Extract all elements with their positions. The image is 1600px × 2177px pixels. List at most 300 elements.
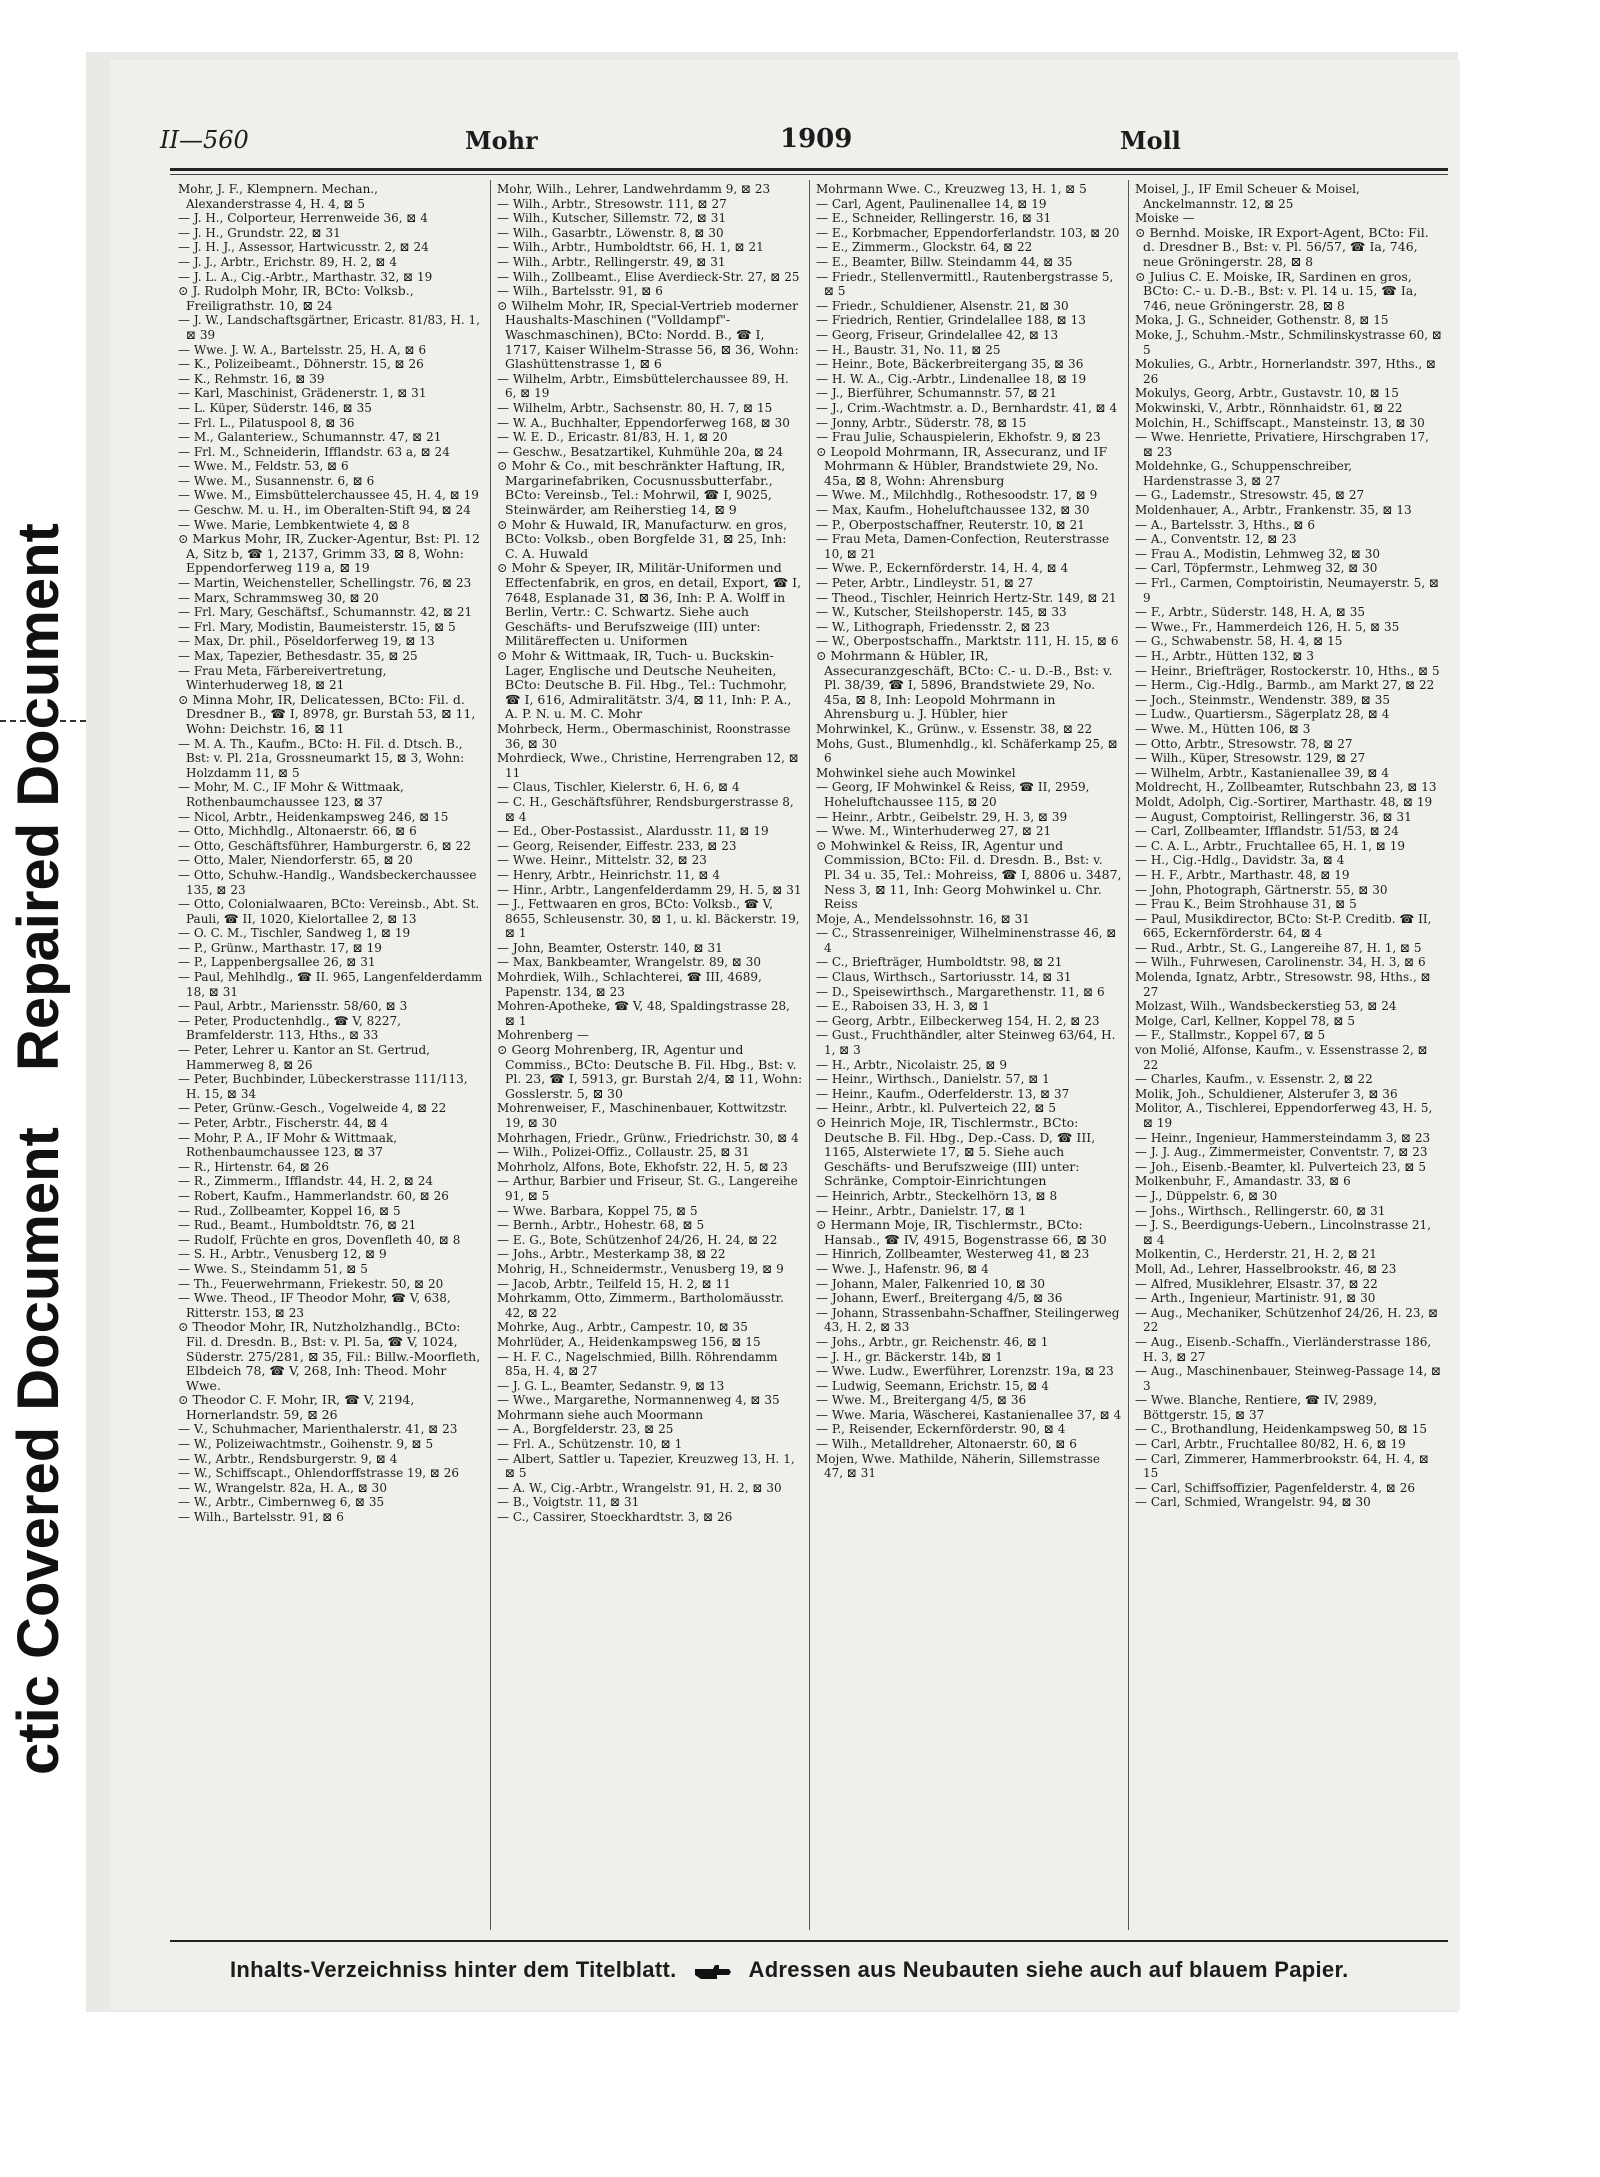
entry-text: Mohr, Wilh., Lehrer, Landwehrdamm 9, ⊠ 23 <box>497 182 771 196</box>
entry-text: Mohrenweiser, F., Maschinenbauer, Kottwitzstr. 19, ⊠ 30 <box>497 1101 788 1130</box>
firm-entry <box>497 299 803 372</box>
entry-text: — Wwe. Marie, Lembkentwiete 4, ⊠ 8 <box>178 517 410 532</box>
directory-entry <box>816 634 1122 649</box>
pointing-hand-icon <box>693 1961 733 1979</box>
directory-entry <box>1135 1495 1442 1510</box>
directory-entry <box>497 1379 803 1394</box>
entry-text: — W., Kutscher, Steilshoperstr. 145, ⊠ 33 <box>816 605 1067 620</box>
directory-entry <box>816 722 1122 737</box>
directory-entry <box>497 416 803 431</box>
entry-text: — Carl, Töpfermstr., Lehmweg 32, ⊠ 30 <box>1135 561 1378 576</box>
directory-entry <box>1135 810 1442 825</box>
directory-entry <box>497 839 803 854</box>
directory-entry <box>178 1204 484 1219</box>
directory-entry <box>178 372 484 387</box>
firm-entry <box>816 445 1122 489</box>
entry-text: — Wwe. M., Winterhuderweg 27, ⊠ 21 <box>816 824 1052 839</box>
directory-entry <box>1135 1028 1442 1043</box>
entry-text: — J., Fettwaaren en gros, BCto: Volksb., ☎ V, 8655, Schleusenstr. 30, ⊠ 1, u. kl. Bäckerstr. 19, ⊠ 1 <box>497 897 800 941</box>
directory-entry <box>178 518 484 533</box>
entry-text: — Wilh., Küper, Stresowstr. 129, ⊠ 27 <box>1135 751 1366 766</box>
entry-text: — A., Borgfelderstr. 23, ⊠ 25 <box>497 1422 674 1437</box>
directory-entry <box>816 1437 1122 1452</box>
directory-entry <box>178 649 484 664</box>
directory-entry <box>178 1247 484 1262</box>
entry-text: Mohrhagen, Friedr., Grünw., Friedrichstr. 30, ⊠ 4 <box>497 1130 799 1145</box>
entry-text: — Rud., Arbtr., St. G., Langereihe 87, H. 1, ⊠ 5 <box>1135 940 1422 955</box>
directory-entry <box>816 737 1122 766</box>
entry-text: — W., Arbtr., Rendsburgerstr. 9, ⊠ 4 <box>178 1451 398 1466</box>
entry-text: — C., Cassirer, Stoeckhardtstr. 3, ⊠ 26 <box>497 1510 733 1525</box>
directory-entry <box>497 941 803 956</box>
directory-entry <box>816 955 1122 970</box>
directory-entry <box>816 270 1122 299</box>
directory-entry <box>178 839 484 854</box>
directory-entry <box>178 226 484 241</box>
entry-text: — J., Bierführer, Schumannstr. 57, ⊠ 21 <box>816 386 1057 401</box>
directory-entry <box>497 1218 803 1233</box>
entry-text: Molzast, Wilh., Wandsbeckerstieg 53, ⊠ 24 <box>1135 999 1397 1014</box>
entry-text: — Wwe., Margarethe, Normannenweg 4, ⊠ 35 <box>497 1393 780 1408</box>
bottom-margin <box>0 2020 1600 2177</box>
entry-text: Mohrig, H., Schneidermstr., Venusberg 19, ⊠ 9 <box>497 1261 784 1276</box>
directory-entry <box>497 795 803 824</box>
directory-entry <box>1135 897 1442 912</box>
directory-entry <box>178 1452 484 1467</box>
entry-text: — Wwe. M., Eimsbüttelerchaussee 45, H. 4, ⊠ 19 <box>178 488 479 503</box>
firm-entry <box>178 1393 484 1422</box>
directory-entry <box>1135 999 1442 1014</box>
directory-entry <box>816 1028 1122 1057</box>
directory-entry <box>497 270 803 285</box>
entry-text: Moje, A., Mendelssohnstr. 16, ⊠ 31 <box>816 911 1030 926</box>
entry-text: ⊙ Mohr & Speyer, IR, Militär-Uniformen und Effectenfabrik, en gros, en detail, Export, ☎ I, 7648, Esplanade 31, ⊠ 36, Inh: P. A. Wolff in Berlin, Vertr.: C. Schwartz. Siehe auch Geschäfts- und Berufszweige (III) unter: Militäreffecten u. Uniformen <box>497 560 802 649</box>
entry-text: — H., Arbtr., Nicolaistr. 25, ⊠ 9 <box>816 1057 1008 1072</box>
entry-text: — Otto, Michhdlg., Altonaerstr. 66, ⊠ 6 <box>178 824 417 839</box>
entry-text: — Carl, Schmied, Wrangelstr. 94, ⊠ 30 <box>1135 1495 1371 1510</box>
entry-text: — Peter, Productenhdlg., ☎ V, 8227, Bramfelderstr. 113, Hths., ⊠ 33 <box>178 1013 401 1043</box>
entry-text: ⊙ Georg Mohrenberg, IR, Agentur und Commiss., BCto: Deutsche B. Fil. Hbg., Bst: v. Pl. 23, ☎ I, 5913, gr. Burstah 2/4, ⊠ 11, Wohn: Gosslerstr. 5, ⊠ 30 <box>497 1042 803 1101</box>
directory-entry <box>497 1452 803 1481</box>
directory-entry <box>816 372 1122 387</box>
directory-entry <box>816 1277 1122 1292</box>
entry-text: — J. G. L., Beamter, Sedanstr. 9, ⊠ 13 <box>497 1378 725 1393</box>
entry-text: ⊙ Wilhelm Mohr, IR, Special-Vertrieb moderner Haushalts-Maschinen ("Volldampf"-Waschmaschinen), BCto: Nordd. B., ☎ I, 1717, Kaiser Wilhelm-Strasse 56, ⊠ 36, Wohn: Glashüttenstrasse 1, ⊠ 6 <box>497 297 799 372</box>
entry-text: — Nicol, Arbtr., Heidenkampsweg 246, ⊠ 15 <box>178 809 449 824</box>
entry-text: — Johs., Arbtr., gr. Reichenstr. 46, ⊠ 1 <box>816 1334 1049 1349</box>
directory-entry <box>178 1422 484 1437</box>
entry-text: — Wilh., Kutscher, Sillemstr. 72, ⊠ 31 <box>497 211 727 226</box>
directory-entry <box>1135 1335 1442 1364</box>
entry-text: — Wilh., Polizei-Offiz., Collaustr. 25, ⊠ 31 <box>497 1145 750 1160</box>
firm-entry <box>178 532 484 576</box>
column-3 <box>810 180 1129 1930</box>
entry-text: — Frau Meta, Damen-Confection, Reuterstrasse 10, ⊠ 21 <box>816 532 1110 561</box>
directory-entry <box>816 532 1122 561</box>
entry-text: — Heinr., Bote, Bäckerbreitergang 35, ⊠ 36 <box>816 357 1084 372</box>
entry-text: — G., Lademstr., Stresowstr. 45, ⊠ 27 <box>1135 488 1365 503</box>
entry-text: Mokulys, Georg, Arbtr., Gustavstr. 10, ⊠ 15 <box>1135 386 1399 401</box>
directory-entry <box>1135 1043 1442 1072</box>
directory-entry <box>1135 1393 1442 1422</box>
directory-entry <box>497 1174 803 1203</box>
directory-entry <box>816 299 1122 314</box>
entry-text: — Hinrich, Zollbeamter, Westerweg 41, ⊠ 23 <box>816 1247 1090 1262</box>
directory-entry <box>178 1072 484 1101</box>
entry-text: — Heinr., Arbtr., Geibelstr. 29, H. 3, ⊠ 39 <box>816 809 1068 824</box>
entry-text: — Carl, Arbtr., Fruchtallee 80/82, H. 6, ⊠ 19 <box>1135 1437 1406 1452</box>
entry-text: — C. A. L., Arbtr., Fruchtallee 65, H. 1, ⊠ 19 <box>1135 838 1405 853</box>
entry-text: — A. W., Cig.-Arbtr., Wrangelstr. 91, H. 2, ⊠ 30 <box>497 1480 782 1495</box>
directory-entry <box>497 824 803 839</box>
directory-entry <box>1135 503 1442 518</box>
directory-entry <box>178 1014 484 1043</box>
directory-entry <box>816 357 1122 372</box>
entry-text: — Wwe. Henriette, Privatiere, Hirschgraben 17, ⊠ 23 <box>1135 430 1429 459</box>
directory-entry <box>816 985 1122 1000</box>
entry-text: — R., Hirtenstr. 64, ⊠ 26 <box>178 1159 330 1174</box>
entry-text: — Arth., Ingenieur, Martinistr. 91, ⊠ 30 <box>1135 1291 1376 1306</box>
directory-entry <box>816 488 1122 503</box>
directory-entry <box>1135 1452 1442 1481</box>
firm-entry <box>178 1320 484 1393</box>
entry-text: ⊙ Mohrmann & Hübler, IR, Assecuranzgeschäft, BCto: C.- u. D.-B., Bst: v. Pl. 38/39, ☎ I, 5896, Brandstwiete 29, No. 45a, ⊠ 8, Inh: Leopold Mohrmann in Ahrensburg u. J. Hübler, hier <box>816 648 1113 722</box>
column-1 <box>172 180 491 1930</box>
directory-entry <box>497 197 803 212</box>
entry-text: — Friedrich, Rentier, Grindelallee 188, ⊠ 13 <box>816 313 1086 328</box>
entry-text: — Geschw., Besatzartikel, Kuhmühle 20a, ⊠ 24 <box>497 444 784 459</box>
firm-entry <box>816 839 1122 912</box>
entry-text: — Frl., Carmen, Comptoiristin, Neumayerstr. 5, ⊠ 9 <box>1135 576 1439 605</box>
entry-text: — Otto, Maler, Niendorferstr. 65, ⊠ 20 <box>178 853 413 868</box>
directory-entry <box>178 1277 484 1292</box>
directory-entry <box>816 182 1122 197</box>
directory-entry <box>1135 707 1442 722</box>
directory-entry <box>178 1262 484 1277</box>
running-head <box>160 120 1450 160</box>
directory-entry <box>1135 1291 1442 1306</box>
entry-text: — Claus, Wirthsch., Sartoriusstr. 14, ⊠ 31 <box>816 970 1072 985</box>
entry-text: — Peter, Grünw.-Gesch., Vogelweide 4, ⊠ 22 <box>178 1101 447 1116</box>
entry-text: Moldenhauer, A., Arbtr., Frankenstr. 35, ⊠ 13 <box>1135 503 1412 518</box>
entry-text: — Frau A., Modistin, Lehmweg 32, ⊠ 30 <box>1135 546 1380 561</box>
directory-entry <box>816 1247 1122 1262</box>
directory-entry <box>816 1393 1122 1408</box>
entry-text: ⊙ Mohr & Huwald, IR, Manufacturw. en gros, BCto: Volksb., oben Borgfelde 31, ⊠ 25, Inh: C. A. Huwald <box>497 516 788 561</box>
entry-text: — Johs., Wirthsch., Rellingerstr. 60, ⊠ 31 <box>1135 1203 1386 1218</box>
directory-entry <box>497 1437 803 1452</box>
entry-text: Molchin, H., Schiffscapt., Mansteinstr. 13, ⊠ 30 <box>1135 415 1425 430</box>
directory-entry <box>1135 1247 1442 1262</box>
directory-entry <box>816 401 1122 416</box>
entry-text: Molge, Carl, Kellner, Koppel 78, ⊠ 5 <box>1135 1013 1355 1028</box>
directory-entry <box>1135 883 1442 898</box>
entry-text: — Heinr., Arbtr., Danielstr. 17, ⊠ 1 <box>816 1203 1027 1218</box>
entry-text: ⊙ Minna Mohr, IR, Delicatessen, BCto: Fil. d. Dresdner B., ☎ I, 8978, gr. Burstah 53, ⊠ 11, Wohn: Deichstr. 16, ⊠ 11 <box>178 691 476 736</box>
entry-text: ⊙ Mohr & Wittmaak, IR, Tuch- u. Buckskin-Lager, Englische und Deutsche Neuheiten, BCto: Deutsche B. Fil. Hbg., Tel.: Tuchmohr, ☎ I, 616, Admiralitätstr. 3/4, ⊠ 11, Inh: P. A., A. P. N. u. M. C. Mohr <box>497 648 792 722</box>
directory-entry <box>178 430 484 445</box>
directory-entry <box>1135 722 1442 737</box>
directory-entry <box>497 1291 803 1320</box>
entry-text: — Georg, Arbtr., Eilbeckerweg 154, H. 2, ⊠ 23 <box>816 1013 1100 1028</box>
directory-entry <box>178 1043 484 1072</box>
directory-entry <box>816 1291 1122 1306</box>
directory-entry <box>816 430 1122 445</box>
entry-text: ⊙ Bernhd. Moiske, IR Export-Agent, BCto: Fil. d. Dresdner B., Bst: v. Pl. 56/57, ☎ Ia, 746, neue Gröningerstr. 28, ⊠ 8 <box>1135 224 1429 269</box>
side-banner-repaired: Repaired Document <box>6 523 71 1072</box>
entry-text: Molkenbuhr, F., Amandastr. 33, ⊠ 6 <box>1135 1174 1351 1189</box>
directory-entry <box>497 853 803 868</box>
directory-entry <box>1135 416 1442 431</box>
directory-entry <box>1135 386 1442 401</box>
entry-text: Molitor, A., Tischlerei, Eppendorferweg 43, H. 5, ⊠ 19 <box>1135 1101 1433 1130</box>
entry-text: — Theod., Tischler, Heinrich Hertz-Str. 149, ⊠ 21 <box>816 590 1117 605</box>
entry-text: — H., Arbtr., Hütten 132, ⊠ 3 <box>1135 649 1315 663</box>
entry-text: — Paul, Arbtr., Mariensstr. 58/60, ⊠ 3 <box>178 999 408 1014</box>
directory-entry <box>497 1320 803 1335</box>
directory-entry <box>1135 693 1442 708</box>
directory-entry <box>816 1189 1122 1204</box>
directory-entry <box>1135 751 1442 766</box>
directory-entry <box>178 1510 484 1525</box>
directory-entry <box>1135 649 1442 664</box>
directory-entry <box>178 1481 484 1496</box>
firm-entry <box>497 459 803 517</box>
directory-entry <box>816 1262 1122 1277</box>
entry-text: — Carl, Agent, Paulinenallee 14, ⊠ 19 <box>816 196 1047 211</box>
entry-text: — P., Grünw., Marthastr. 17, ⊠ 19 <box>178 940 382 955</box>
directory-entry <box>178 1291 484 1320</box>
firm-entry <box>497 561 803 649</box>
directory-entry <box>1135 1262 1442 1277</box>
entry-text: — Alfred, Musiklehrer, Elsastr. 37, ⊠ 22 <box>1135 1276 1378 1291</box>
directory-entry <box>178 591 484 606</box>
entry-text: — Jonny, Arbtr., Süderstr. 78, ⊠ 15 <box>816 415 1027 430</box>
directory-entry <box>1135 518 1442 533</box>
entry-text: — Johann, Maler, Falkenried 10, ⊠ 30 <box>816 1276 1046 1291</box>
entry-text: — Wilh., Arbtr., Humboldtstr. 66, H. 1, ⊠ 21 <box>497 240 764 255</box>
directory-entry <box>497 211 803 226</box>
directory-entry <box>816 766 1122 781</box>
directory-entry <box>1135 1364 1442 1393</box>
directory-entry <box>816 197 1122 212</box>
directory-entry <box>497 255 803 270</box>
directory-entry <box>816 211 1122 226</box>
entry-text: — Peter, Buchbinder, Lübeckerstrasse 111/113, H. 15, ⊠ 34 <box>178 1072 468 1101</box>
entry-text: — Frau Meta, Färbereivertretung, Winterhuderweg 18, ⊠ 21 <box>178 663 387 693</box>
entry-text: — Wwe. J., Hafenstr. 96, ⊠ 4 <box>816 1261 989 1276</box>
directory-entry <box>816 561 1122 576</box>
entry-text: — Georg, IF Mohwinkel & Reiss, ☎ II, 2959, Hoheluftchaussee 115, ⊠ 20 <box>816 780 1090 809</box>
directory-entry <box>497 1160 803 1175</box>
entry-text: — K., Rehmstr. 16, ⊠ 39 <box>178 371 325 386</box>
directory-entry <box>178 1437 484 1452</box>
entry-text: Moka, J. G., Schneider, Gothenstr. 8, ⊠ 15 <box>1135 313 1389 328</box>
entry-text: — B., Voigtstr. 11, ⊠ 31 <box>497 1495 640 1510</box>
footer-index-note: Inhalts-Verzeichniss hinter dem Titelblatt. <box>230 1957 677 1982</box>
directory-entry <box>497 868 803 883</box>
directory-entry <box>178 853 484 868</box>
entry-text: — Wwe. M., Hütten 106, ⊠ 3 <box>1135 721 1311 736</box>
header-rule <box>170 168 1448 171</box>
entry-text: — Heinr., Ingenieur, Hammersteindamm 3, ⊠ 23 <box>1135 1130 1431 1145</box>
directory-entry <box>816 240 1122 255</box>
directory-entry <box>497 1204 803 1219</box>
entry-text: — Mohr, P. A., IF Mohr & Wittmaak, Rothenbaumchaussee 123, ⊠ 37 <box>178 1130 398 1160</box>
entry-text: Mohrwinkel, K., Grünw., v. Essenstr. 38, ⊠ 22 <box>816 721 1093 736</box>
entry-text: — Charles, Kaufm., v. Essenstr. 2, ⊠ 22 <box>1135 1072 1373 1087</box>
entry-text: — P., Reisender, Eckernförderstr. 90, ⊠ 4 <box>816 1422 1066 1437</box>
directory-entry <box>1135 664 1442 679</box>
entry-text: — H. W. A., Cig.-Arbtr., Lindenallee 18, ⊠ 19 <box>816 371 1087 386</box>
directory-entry <box>497 1495 803 1510</box>
entry-text: — Robert, Kaufm., Hammerlandstr. 60, ⊠ 26 <box>178 1188 449 1203</box>
entry-text: — Wwe. M., Milchhdlg., Rothesoodstr. 17, ⊠ 9 <box>816 488 1098 503</box>
entry-text: Molik, Joh., Schuldiener, Alsterufer 3, ⊠ 36 <box>1135 1086 1398 1101</box>
entry-text: — L. Küper, Süderstr. 146, ⊠ 35 <box>178 400 372 415</box>
entry-text: — Peter, Arbtr., Lindleystr. 51, ⊠ 27 <box>816 576 1034 591</box>
entry-text: Mohrmann siehe auch Moormann <box>497 1407 704 1422</box>
entry-text: — Claus, Tischler, Kielerstr. 6, H. 6, ⊠ 4 <box>497 780 740 795</box>
entry-text: Mojen, Wwe. Mathilde, Näherin, Sillemstrasse 47, ⊠ 31 <box>816 1451 1101 1481</box>
entry-text: Mohrdieck, Wwe., Christine, Herrengraben 12, ⊠ 11 <box>497 751 799 780</box>
entry-text: — K., Polizeibeamt., Döhnerstr. 15, ⊠ 26 <box>178 357 424 372</box>
entry-text: — Rudolf, Früchte en gros, Dovenfleth 40, ⊠ 8 <box>178 1232 461 1247</box>
entry-text: — W. E. D., Ericastr. 81/83, H. 1, ⊠ 20 <box>497 430 728 445</box>
entry-text: ⊙ Theodor C. F. Mohr, IR, ☎ V, 2194, Hornerlandstr. 59, ⊠ 26 <box>178 1392 415 1422</box>
directory-entry <box>1135 678 1442 693</box>
entry-text: ⊙ Mohwinkel & Reiss, IR, Agentur und Commission, BCto: Fil. d. Dresdn. B., Bst: v. Pl. 34 u. 35, Tel.: Mohreiss, ☎ I, 8806 u. 3487, Ness 3, ⊠ 11, Inh: Georg Mohwinkel u. Chr. Reiss <box>816 837 1122 912</box>
entry-text: — Heinrich, Arbtr., Steckelhörn 13, ⊠ 8 <box>816 1188 1058 1203</box>
entry-text: — Wwe. J. W. A., Bartelsstr. 25, H. A, ⊠ 6 <box>178 342 427 357</box>
directory-entry <box>1135 313 1442 328</box>
directory-entry <box>1135 970 1442 999</box>
directory-entry <box>1135 941 1442 956</box>
directory-entry <box>178 620 484 635</box>
entry-text: — R., Zimmerm., Ifflandstr. 44, H. 2, ⊠ 24 <box>178 1174 433 1189</box>
directory-entry <box>816 1452 1122 1481</box>
entry-text: — Ed., Ober-Postassist., Alardusstr. 11, ⊠ 19 <box>497 824 769 839</box>
entry-text: Mohrbeck, Herm., Obermaschinist, Roonstrasse 36, ⊠ 30 <box>497 721 791 751</box>
directory-entry <box>816 255 1122 270</box>
entry-text: ⊙ Markus Mohr, IR, Zucker-Agentur, Bst: Pl. 12 A, Sitz b, ☎ 1, 2137, Grimm 33, ⊠ 8, Wohn: Eppendorferweg 119 a, ⊠ 19 <box>178 531 480 576</box>
firm-entry <box>1135 270 1442 314</box>
entry-text: — Friedr., Schuldiener, Alsenstr. 21, ⊠ 30 <box>816 298 1069 313</box>
directory-entry <box>1135 955 1442 970</box>
directory-entry <box>816 1306 1122 1335</box>
entry-text: Mokulies, G., Arbtr., Hornerlandstr. 397, Hths., ⊠ 26 <box>1135 357 1437 386</box>
directory-entry <box>178 824 484 839</box>
entry-text: — Peter, Lehrer u. Kantor an St. Gertrud, Hammerweg 8, ⊠ 26 <box>178 1043 430 1072</box>
directory-entry <box>178 416 484 431</box>
directory-entry <box>178 1116 484 1131</box>
directory-entry <box>497 445 803 460</box>
entry-text: — Wwe. Maria, Wäscherei, Kastanienallee 37, ⊠ 4 <box>816 1407 1122 1422</box>
directory-entry <box>816 416 1122 431</box>
directory-entry <box>497 240 803 255</box>
directory-entry <box>178 941 484 956</box>
entry-text: — J., Düppelstr. 6, ⊠ 30 <box>1135 1188 1278 1203</box>
entry-text: — J. H. J., Assessor, Hartwicusstr. 2, ⊠ 24 <box>178 240 429 255</box>
directory-entry <box>1135 1145 1442 1160</box>
firm-entry <box>178 693 484 737</box>
entry-text: — Wwe. M., Susannenstr. 6, ⊠ 6 <box>178 473 375 488</box>
footer-rule <box>170 1940 1448 1942</box>
entry-text: — Rud., Zollbeamter, Koppel 16, ⊠ 5 <box>178 1203 401 1218</box>
directory-entry <box>1135 1131 1442 1146</box>
directory-entry <box>178 664 484 693</box>
directory-entry <box>1135 1422 1442 1437</box>
directory-entry <box>816 313 1122 328</box>
directory-entry <box>497 751 803 780</box>
entry-text: — Wwe. S., Steindamm 51, ⊠ 5 <box>178 1261 368 1276</box>
directory-entry <box>816 1364 1122 1379</box>
directory-entry <box>178 926 484 941</box>
entry-text: — Heinr., Wirthsch., Danielstr. 57, ⊠ 1 <box>816 1072 1050 1087</box>
entry-text: — Joch., Steinmstr., Wendenstr. 389, ⊠ 35 <box>1135 692 1391 707</box>
entry-text: — J. H., Colporteur, Herrenweide 36, ⊠ 4 <box>178 211 428 226</box>
directory-entry <box>178 634 484 649</box>
directory-entry <box>1135 795 1442 810</box>
firm-entry <box>497 649 803 722</box>
directory-entry <box>497 1028 803 1043</box>
entry-text: — C., Strassenreiniger, Wilhelminenstrasse 46, ⊠ 4 <box>816 926 1117 955</box>
directory-entry <box>178 1495 484 1510</box>
directory-entry <box>178 1131 484 1160</box>
entry-text: — H., Baustr. 31, No. 11, ⊠ 25 <box>816 342 1001 357</box>
directory-entry <box>178 1160 484 1175</box>
directory-entry <box>1135 1101 1442 1130</box>
directory-entry <box>497 430 803 445</box>
entry-text: — Martin, Weichensteller, Schellingstr. 76, ⊠ 23 <box>178 576 472 591</box>
entry-text: — Bernh., Arbtr., Hohestr. 68, ⊠ 5 <box>497 1218 705 1233</box>
directory-entry <box>497 1145 803 1160</box>
directory-entry <box>178 255 484 270</box>
directory-entry <box>816 1422 1122 1437</box>
entry-text: — Marx, Schrammsweg 30, ⊠ 20 <box>178 590 379 605</box>
entry-text: — Wilh., Arbtr., Stresowstr. 111, ⊠ 27 <box>497 196 727 211</box>
directory-entry <box>1135 634 1442 649</box>
entry-text: Moldrecht, H., Zollbeamter, Rutschbahn 23, ⊠ 13 <box>1135 780 1437 795</box>
entry-text: — Carl, Schiffsoffizier, Pagenfelderstr. 4, ⊠ 26 <box>1135 1480 1415 1495</box>
entry-text: — Georg, Reisender, Eiffestr. 233, ⊠ 23 <box>497 838 737 853</box>
directory-entry <box>816 1379 1122 1394</box>
directory-entry <box>1135 561 1442 576</box>
entry-text: — Frl. Mary, Modistin, Baumeisterstr. 15, ⊠ 5 <box>178 619 456 634</box>
directory-entry <box>1135 547 1442 562</box>
entry-text: — Otto, Arbtr., Stresowstr. 78, ⊠ 27 <box>1135 736 1353 751</box>
entry-text: Molkentin, C., Herderstr. 21, H. 2, ⊠ 21 <box>1135 1247 1377 1262</box>
entry-text: — Max, Kaufm., Hoheluftchaussee 132, ⊠ 30 <box>816 503 1090 518</box>
directory-entry <box>178 474 484 489</box>
directory-entry <box>1135 401 1442 416</box>
entry-text: Mohr, J. F., Klempnern. Mechan., Alexanderstrasse 4, H. 4, ⊠ 5 <box>178 182 378 211</box>
entry-text: — John, Photograph, Gärtnerstr. 55, ⊠ 30 <box>1135 882 1388 897</box>
entry-text: — Carl, Zimmerer, Hammerbrookstr. 64, H. 4, ⊠ 15 <box>1135 1451 1429 1481</box>
firm-entry <box>1135 226 1442 270</box>
head-right-word: Moll <box>1120 126 1181 155</box>
directory-entry <box>1135 532 1442 547</box>
entry-text: — Wilh., Zollbeamt., Elise Averdieck-Str. 27, ⊠ 25 <box>497 269 800 284</box>
entry-text: — Wilh., Bartelsstr. 91, ⊠ 6 <box>497 284 663 299</box>
directory-entry <box>178 488 484 503</box>
side-banner-covered: ctic Covered Document <box>6 1127 71 1775</box>
directory-entry <box>1135 357 1442 386</box>
directory-entry <box>816 1058 1122 1073</box>
entry-text: — Max, Bankbeamter, Wrangelstr. 89, ⊠ 30 <box>497 955 762 970</box>
entry-text: Mohren-Apotheke, ☎ V, 48, Spaldingstrasse 28, ⊠ 1 <box>497 999 790 1028</box>
entry-text: — Frl. Mary, Geschäftsf., Schumannstr. 42, ⊠ 21 <box>178 605 473 620</box>
